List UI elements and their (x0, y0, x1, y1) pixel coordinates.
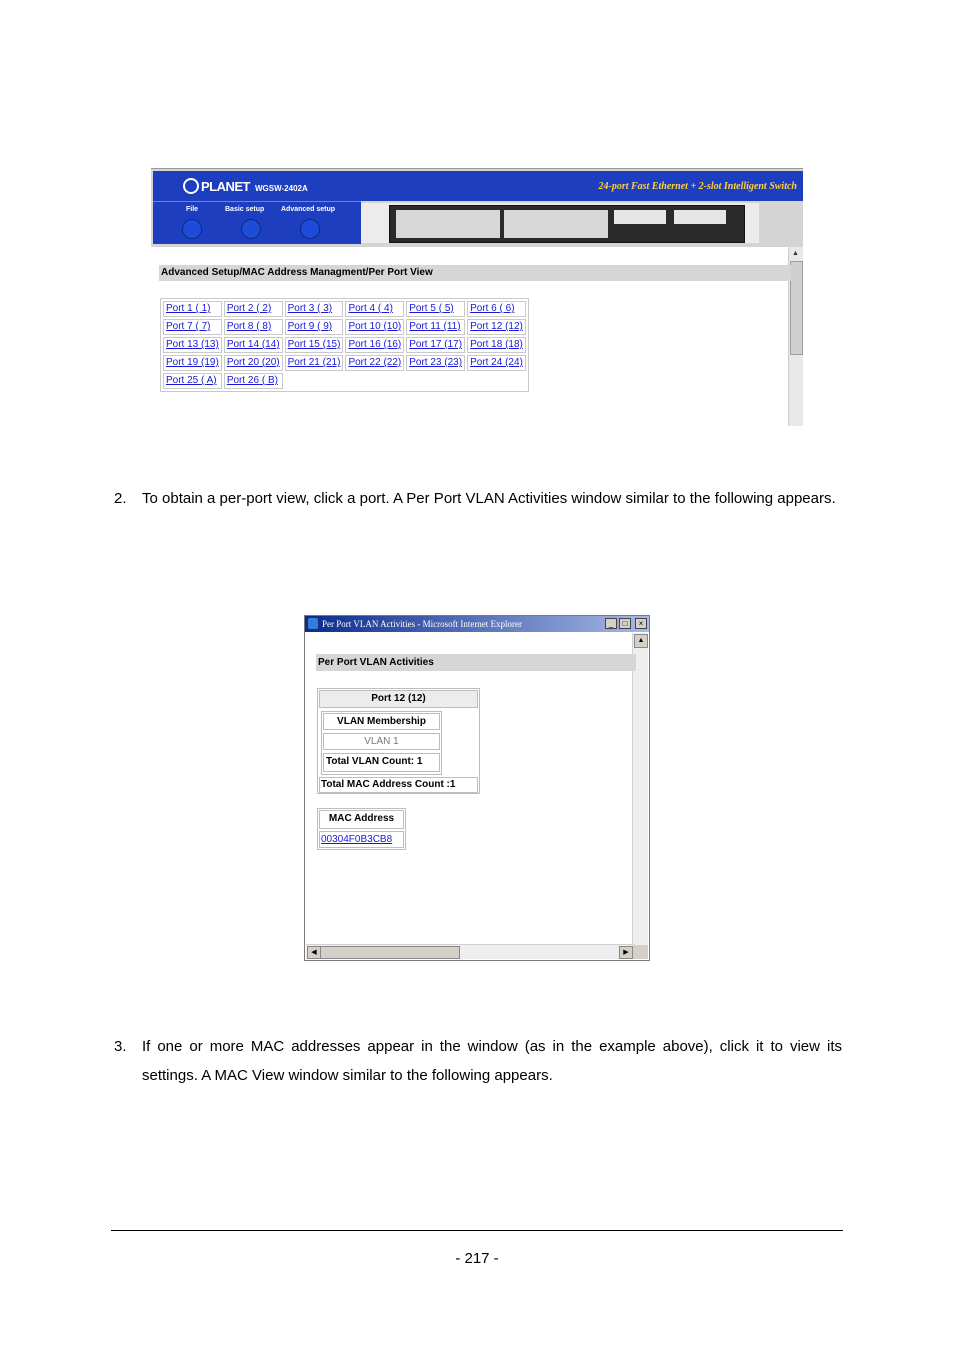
port-link[interactable]: Port 12 (12) (467, 319, 526, 335)
vlan-membership-label: VLAN Membership (323, 713, 440, 730)
maximize-button[interactable]: □ (619, 618, 631, 629)
switch-web-ui-screenshot (151, 168, 803, 426)
port-link[interactable]: Port 7 ( 7) (163, 319, 222, 335)
planet-logo-icon (183, 178, 199, 194)
port-info-table (317, 688, 480, 794)
port-label: Port 12 (12) (319, 690, 478, 708)
menu-basic-setup[interactable]: Basic setup (225, 206, 265, 213)
minimize-button[interactable]: _ (605, 618, 617, 629)
mac-address-label: MAC Address (319, 810, 404, 829)
horizontal-scrollbar[interactable] (306, 944, 634, 959)
table-row (163, 337, 526, 353)
scroll-right-arrow-icon[interactable]: ▶ (619, 946, 633, 959)
table-row (163, 319, 526, 335)
table-row (163, 355, 526, 371)
port-link[interactable]: Port 25 ( A) (163, 373, 222, 389)
window-title-bar (305, 616, 649, 632)
port-link[interactable]: Port 22 (22) (345, 355, 404, 371)
window-title: Per Port VLAN Activities - Microsoft Internet Explorer (322, 619, 523, 629)
port-link[interactable]: Port 13 (13) (163, 337, 222, 353)
planet-logo (183, 178, 250, 194)
port-link[interactable]: Port 16 (16) (345, 337, 404, 353)
port-link[interactable]: Port 3 ( 3) (285, 301, 344, 317)
port-table (160, 298, 529, 392)
brand-banner (153, 171, 803, 201)
vertical-scrollbar[interactable] (632, 633, 648, 945)
total-vlan-count: Total VLAN Count: 1 (323, 753, 440, 772)
model-name: WGSW-2402A (255, 184, 308, 193)
module-slot-icon (674, 210, 726, 224)
table-row (163, 373, 526, 389)
port-group-icon (504, 210, 608, 238)
resize-grip-icon[interactable] (633, 945, 648, 959)
port-link[interactable]: Port 24 (24) (467, 355, 526, 371)
per-port-vlan-window (304, 615, 650, 961)
step-text: To obtain a per-port view, click a port. A Per Port VLAN Activities window similar to the following appears. (142, 490, 836, 507)
port-link[interactable]: Port 5 ( 5) (406, 301, 465, 317)
internet-explorer-icon (308, 618, 318, 629)
step-3-paragraph (114, 1032, 842, 1090)
footer-divider (111, 1230, 843, 1231)
mac-address-link[interactable]: 00304F0B3CB8 (319, 831, 404, 848)
basic-setup-button-icon[interactable] (241, 219, 261, 239)
menu-advanced-setup[interactable]: Advanced setup (281, 206, 336, 213)
brand-name: PLANET (201, 179, 250, 194)
step-2-paragraph (114, 484, 842, 513)
port-link[interactable]: Port 2 ( 2) (224, 301, 283, 317)
switch-faceplate-icon (389, 205, 745, 243)
port-link[interactable]: Port 19 (19) (163, 355, 222, 371)
vlan-membership-table (321, 711, 442, 775)
scrollbar-thumb[interactable] (320, 946, 460, 959)
menu-file[interactable]: File (186, 206, 199, 213)
port-link[interactable]: Port 21 (21) (285, 355, 344, 371)
main-menu (153, 201, 361, 244)
port-group-icon (396, 210, 500, 238)
port-link[interactable]: Port 14 (14) (224, 337, 283, 353)
page-heading: Per Port VLAN Activities (316, 654, 636, 671)
page-number: - 217 - (455, 1250, 499, 1267)
port-link[interactable]: Port 8 ( 8) (224, 319, 283, 335)
port-link[interactable]: Port 15 (15) (285, 337, 344, 353)
switch-front-panel (361, 203, 759, 243)
product-title: 24-port Fast Ethernet + 2-slot Intelligent Switch (598, 181, 797, 192)
port-link[interactable]: Port 23 (23) (406, 355, 465, 371)
port-link[interactable]: Port 1 ( 1) (163, 301, 222, 317)
scrollbar-thumb[interactable] (790, 261, 803, 355)
step-number: 3. (114, 1038, 127, 1055)
scroll-up-arrow-icon[interactable]: ▲ (634, 634, 648, 648)
mac-address-table (317, 808, 406, 850)
scroll-up-arrow-icon[interactable]: ▲ (792, 250, 799, 257)
vlan-item: VLAN 1 (323, 733, 440, 750)
port-link[interactable]: Port 10 (10) (345, 319, 404, 335)
advanced-setup-button-icon[interactable] (300, 219, 320, 239)
port-link[interactable]: Port 20 (20) (224, 355, 283, 371)
total-mac-count: Total MAC Address Count :1 (319, 777, 478, 793)
step-number: 2. (114, 490, 127, 507)
switch-header (151, 169, 803, 247)
port-link[interactable]: Port 9 ( 9) (285, 319, 344, 335)
port-link[interactable]: Port 6 ( 6) (467, 301, 526, 317)
step-text: If one or more MAC addresses appear in the window (as in the example above), click it to view its settings. A MAC View window similar to the following appears. (142, 1038, 842, 1084)
file-button-icon[interactable] (182, 219, 202, 239)
port-link[interactable]: Port 17 (17) (406, 337, 465, 353)
module-slot-icon (614, 210, 666, 224)
port-link[interactable]: Port 18 (18) (467, 337, 526, 353)
section-title: Advanced Setup/MAC Address Managment/Per Port View (159, 265, 791, 281)
scroll-left-arrow-icon[interactable]: ◀ (307, 946, 321, 959)
port-link[interactable]: Port 4 ( 4) (345, 301, 404, 317)
close-button[interactable]: × (635, 618, 647, 629)
port-link[interactable]: Port 26 ( B) (224, 373, 283, 389)
port-link[interactable]: Port 11 (11) (406, 319, 465, 335)
table-row (163, 301, 526, 317)
